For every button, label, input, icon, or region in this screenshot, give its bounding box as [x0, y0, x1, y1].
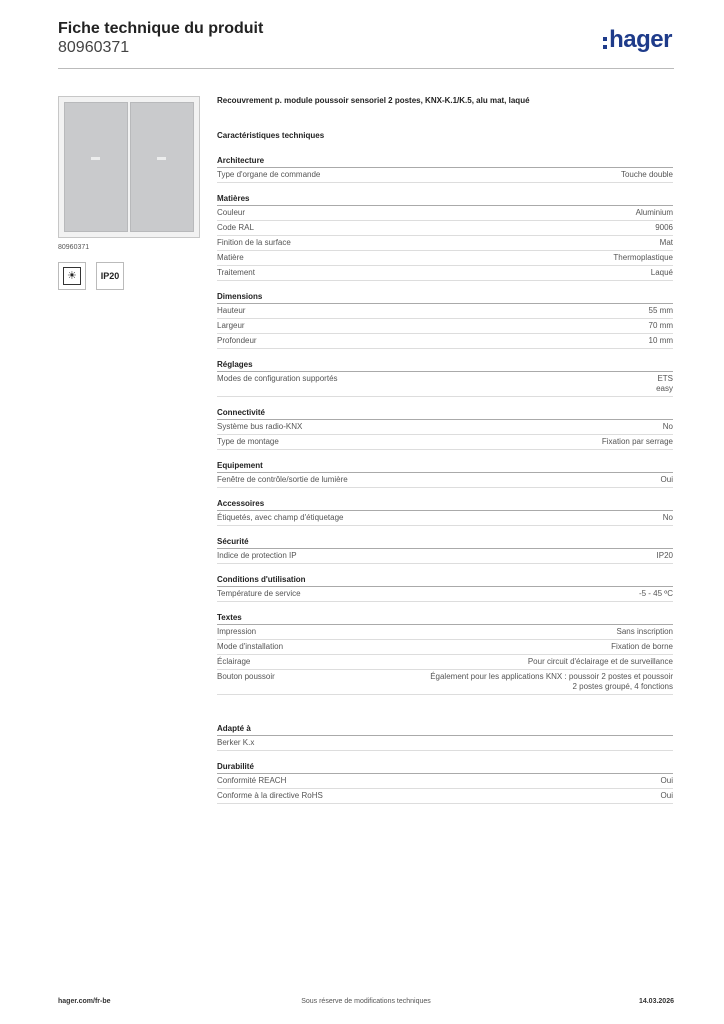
spec-label: Conforme à la directive RoHS	[217, 791, 323, 800]
footer-date: 14.03.2026	[638, 998, 674, 1005]
spec-value	[602, 437, 673, 447]
spec-value-line: 55 mm	[648, 306, 673, 315]
spec-value-line: IP20	[656, 551, 673, 560]
spec-label: Impression	[217, 627, 257, 636]
spec-value-line: -5 - 45 ºC	[638, 589, 673, 598]
spec-label: Hauteur	[217, 306, 246, 315]
spec-label: Couleur	[217, 208, 246, 217]
spec-label: Matière	[217, 253, 244, 262]
spec-group	[217, 724, 673, 751]
spec-row	[217, 655, 673, 670]
spec-row	[217, 435, 673, 450]
image-caption: 80960371	[58, 244, 90, 251]
spec-group	[217, 762, 673, 804]
spec-group	[217, 613, 673, 695]
spec-label: Finition de la surface	[217, 238, 291, 247]
spec-group	[217, 292, 673, 349]
spec-value	[621, 170, 673, 180]
spec-value	[661, 791, 673, 801]
document-title: Fiche technique du produit	[58, 20, 264, 37]
spec-row	[217, 168, 673, 183]
spec-row	[217, 625, 673, 640]
ip-rating-badge: IP20	[96, 262, 124, 290]
spec-row	[217, 774, 673, 789]
section-spacer	[217, 706, 673, 724]
spec-group-title: Architecture	[217, 156, 673, 168]
spec-label: Traitement	[217, 268, 255, 277]
spec-group-title: Conditions d'utilisation	[217, 575, 673, 587]
spec-value	[660, 238, 673, 248]
spec-value-line: Pour circuit d'éclairage et de surveillance	[527, 657, 673, 666]
spec-value-line: Thermoplastique	[613, 253, 673, 262]
spec-label: Étiquetés, avec champ d'étiquetage	[217, 513, 344, 522]
spec-content	[217, 96, 673, 815]
spec-label: Mode d'installation	[217, 642, 284, 651]
spec-value	[430, 672, 673, 692]
spec-row	[217, 372, 673, 397]
spec-row	[217, 221, 673, 236]
spec-value	[661, 475, 673, 485]
spec-value	[649, 321, 673, 331]
spec-row	[217, 319, 673, 334]
spec-row	[217, 587, 673, 602]
hager-logo	[603, 24, 672, 56]
spec-row	[217, 670, 673, 695]
spec-group	[217, 194, 673, 281]
spec-value-line: Sans inscription	[616, 627, 673, 636]
spec-value	[657, 551, 673, 561]
spec-value-line: Mat	[659, 238, 673, 247]
spec-value	[655, 223, 673, 233]
spec-value	[611, 642, 673, 652]
spec-row	[217, 789, 673, 804]
spec-value-line: 10 mm	[648, 336, 673, 345]
spec-value	[649, 336, 673, 346]
spec-row	[217, 334, 673, 349]
led-window-icon	[157, 157, 166, 160]
spec-row	[217, 206, 673, 221]
spec-group	[217, 360, 673, 397]
rocker-left	[64, 102, 128, 232]
spec-value-line: Également pour les applications KNX : poussoir 2 postes et poussoir	[430, 672, 673, 681]
spec-label: Berker K.x	[217, 738, 255, 747]
spec-label: Fenêtre de contrôle/sortie de lumière	[217, 475, 348, 484]
spec-label: Type de montage	[217, 437, 279, 446]
footer-website: hager.com/fr-be	[58, 998, 111, 1005]
spec-value-line: No	[662, 422, 673, 431]
spec-value-line: ETS	[657, 374, 673, 383]
spec-value-line: 70 mm	[648, 321, 673, 330]
spec-group-title: Matières	[217, 194, 673, 206]
spec-label: Profondeur	[217, 336, 257, 345]
product-image	[58, 96, 200, 238]
spec-value	[651, 268, 673, 278]
spec-groups	[217, 156, 673, 804]
spec-group	[217, 408, 673, 450]
spec-label: Conformité REACH	[217, 776, 287, 785]
spec-value-line: Touche double	[620, 170, 673, 179]
spec-group-title: Connectivité	[217, 408, 673, 420]
spec-value-line: Oui	[660, 791, 673, 800]
spec-value-line: 2 postes groupé, 4 fonctions	[572, 682, 673, 691]
spec-row	[217, 420, 673, 435]
logo-dots-icon	[603, 31, 607, 49]
led-window-icon	[91, 157, 100, 160]
spec-value-line: easy	[656, 384, 673, 393]
spec-row	[217, 266, 673, 281]
spec-group-title: Sécurité	[217, 537, 673, 549]
spec-value	[639, 589, 673, 599]
spec-value-line: Fixation de borne	[611, 642, 673, 651]
header-divider	[58, 68, 674, 69]
spec-value	[661, 776, 673, 786]
spec-row	[217, 236, 673, 251]
spec-row	[217, 736, 673, 751]
spec-value	[663, 422, 673, 432]
spec-value-line: No	[662, 513, 673, 522]
spec-label: Indice de protection IP	[217, 551, 297, 560]
spec-label: Système bus radio-KNX	[217, 422, 303, 431]
spec-label: Type d'organe de commande	[217, 170, 321, 179]
spec-value-line: Oui	[660, 776, 673, 785]
spec-row	[217, 251, 673, 266]
spec-value-line: Aluminium	[635, 208, 673, 217]
spec-row	[217, 511, 673, 526]
spec-row	[217, 304, 673, 319]
spec-label: Bouton poussoir	[217, 672, 275, 681]
section-heading: Caractéristiques techniques	[217, 131, 325, 140]
spec-group	[217, 461, 673, 488]
spec-value	[636, 208, 673, 218]
spec-group	[217, 575, 673, 602]
spec-value	[617, 627, 673, 637]
spec-group-title: Adapté à	[217, 724, 673, 736]
light-window-badge	[58, 262, 86, 290]
footer-disclaimer: Sous réserve de modifications techniques	[301, 998, 431, 1005]
spec-value	[528, 657, 673, 667]
spec-group-title: Durabilité	[217, 762, 673, 774]
spec-group	[217, 537, 673, 564]
spec-group-title: Accessoires	[217, 499, 673, 511]
spec-label: Éclairage	[217, 657, 251, 666]
spec-label: Code RAL	[217, 223, 254, 232]
spec-label: Modes de configuration supportés	[217, 374, 338, 383]
spec-value	[649, 306, 673, 316]
page-header	[58, 20, 674, 70]
spec-group	[217, 499, 673, 526]
spec-group-title: Equipement	[217, 461, 673, 473]
logo-text: hager	[609, 26, 672, 53]
product-description: Recouvrement p. module poussoir sensoriel 2 postes, KNX-K.1/K.5, alu mat, laqué	[217, 96, 530, 105]
spec-group-title: Réglages	[217, 360, 673, 372]
spec-value-line: 9006	[655, 223, 673, 232]
spec-group-title: Dimensions	[217, 292, 673, 304]
spec-group	[217, 156, 673, 183]
spec-label: Température de service	[217, 589, 301, 598]
spec-value-line: Laqué	[650, 268, 673, 277]
spec-value	[663, 513, 673, 523]
spec-value	[656, 374, 673, 394]
spec-group-title: Textes	[217, 613, 673, 625]
spec-label: Largeur	[217, 321, 245, 330]
spec-row	[217, 640, 673, 655]
spec-value-line: Oui	[660, 475, 673, 484]
spec-row	[217, 473, 673, 488]
light-icon: ☀	[63, 267, 81, 285]
spec-value	[613, 253, 673, 263]
spec-row	[217, 549, 673, 564]
product-number: 80960371	[58, 39, 130, 56]
spec-value-line: Fixation par serrage	[601, 437, 673, 446]
rocker-right	[130, 102, 194, 232]
